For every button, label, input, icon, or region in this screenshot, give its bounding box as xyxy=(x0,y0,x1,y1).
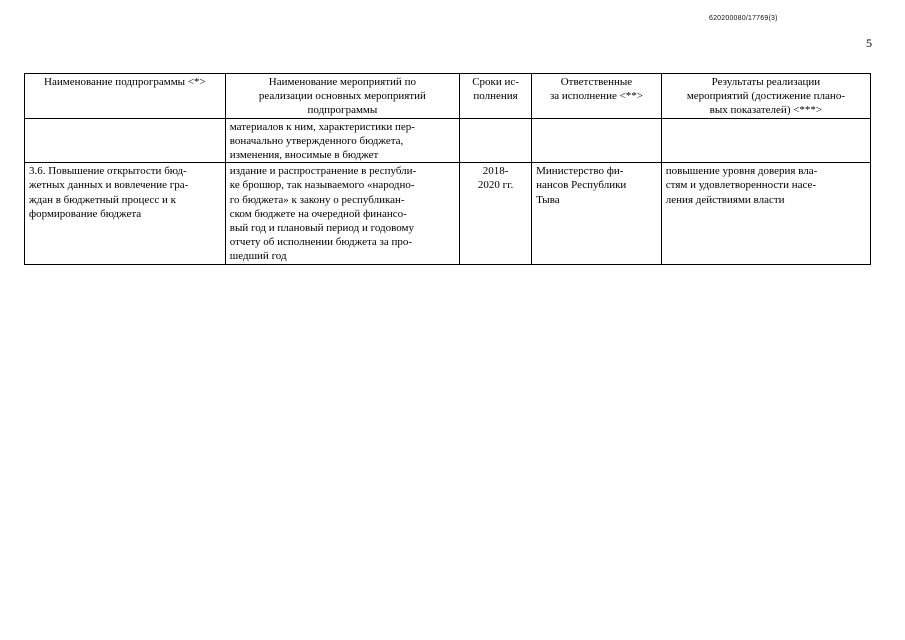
column-header-subprogram: Наименование подпрограммы <*> xyxy=(25,74,226,119)
column-header-responsible: Ответственные за исполнение <**> xyxy=(532,74,662,119)
document-code: 620200080/17769(3) xyxy=(709,15,778,22)
cell-measures: материалов к ним, характеристики пер- воначально утвержденного бюджета, изменения, вносимые в бюджет xyxy=(225,118,459,163)
cell-measures: издание и распространение в республи- ке брошюр, так называемого «народно- го бюджета» к закону о республикан- ском бюджете на очередной финансо- вый год и плановый период и годовому отчету об исполнении бюджета за про- шедший год xyxy=(225,163,459,265)
column-header-measures: Наименование мероприятий по реализации основных мероприятий подпрограммы xyxy=(225,74,459,119)
column-header-results: Результаты реализации мероприятий (достижение плано- вых показателей) <***> xyxy=(661,74,870,119)
table-header-row xyxy=(25,74,871,119)
cell-terms xyxy=(460,118,532,163)
cell-subprogram xyxy=(25,118,226,163)
cell-results xyxy=(661,118,870,163)
cell-subprogram: 3.6. Повышение открытости бюд- жетных данных и вовлечение гра- ждан в бюджетный процесс и к формирование бюджета xyxy=(25,163,226,265)
cell-responsible: Министерство фи- нансов Республики Тыва xyxy=(532,163,662,265)
page-number: 5 xyxy=(866,36,872,50)
cell-responsible xyxy=(532,118,662,163)
cell-results: повышение уровня доверия вла- стям и удовлетворенности насе- ления действиями власти xyxy=(661,163,870,265)
subprogram-table xyxy=(24,73,871,265)
table-row xyxy=(25,118,871,163)
column-header-terms: Сроки ис- полнения xyxy=(460,74,532,119)
cell-terms: 2018- 2020 гг. xyxy=(460,163,532,265)
table-row xyxy=(25,163,871,265)
